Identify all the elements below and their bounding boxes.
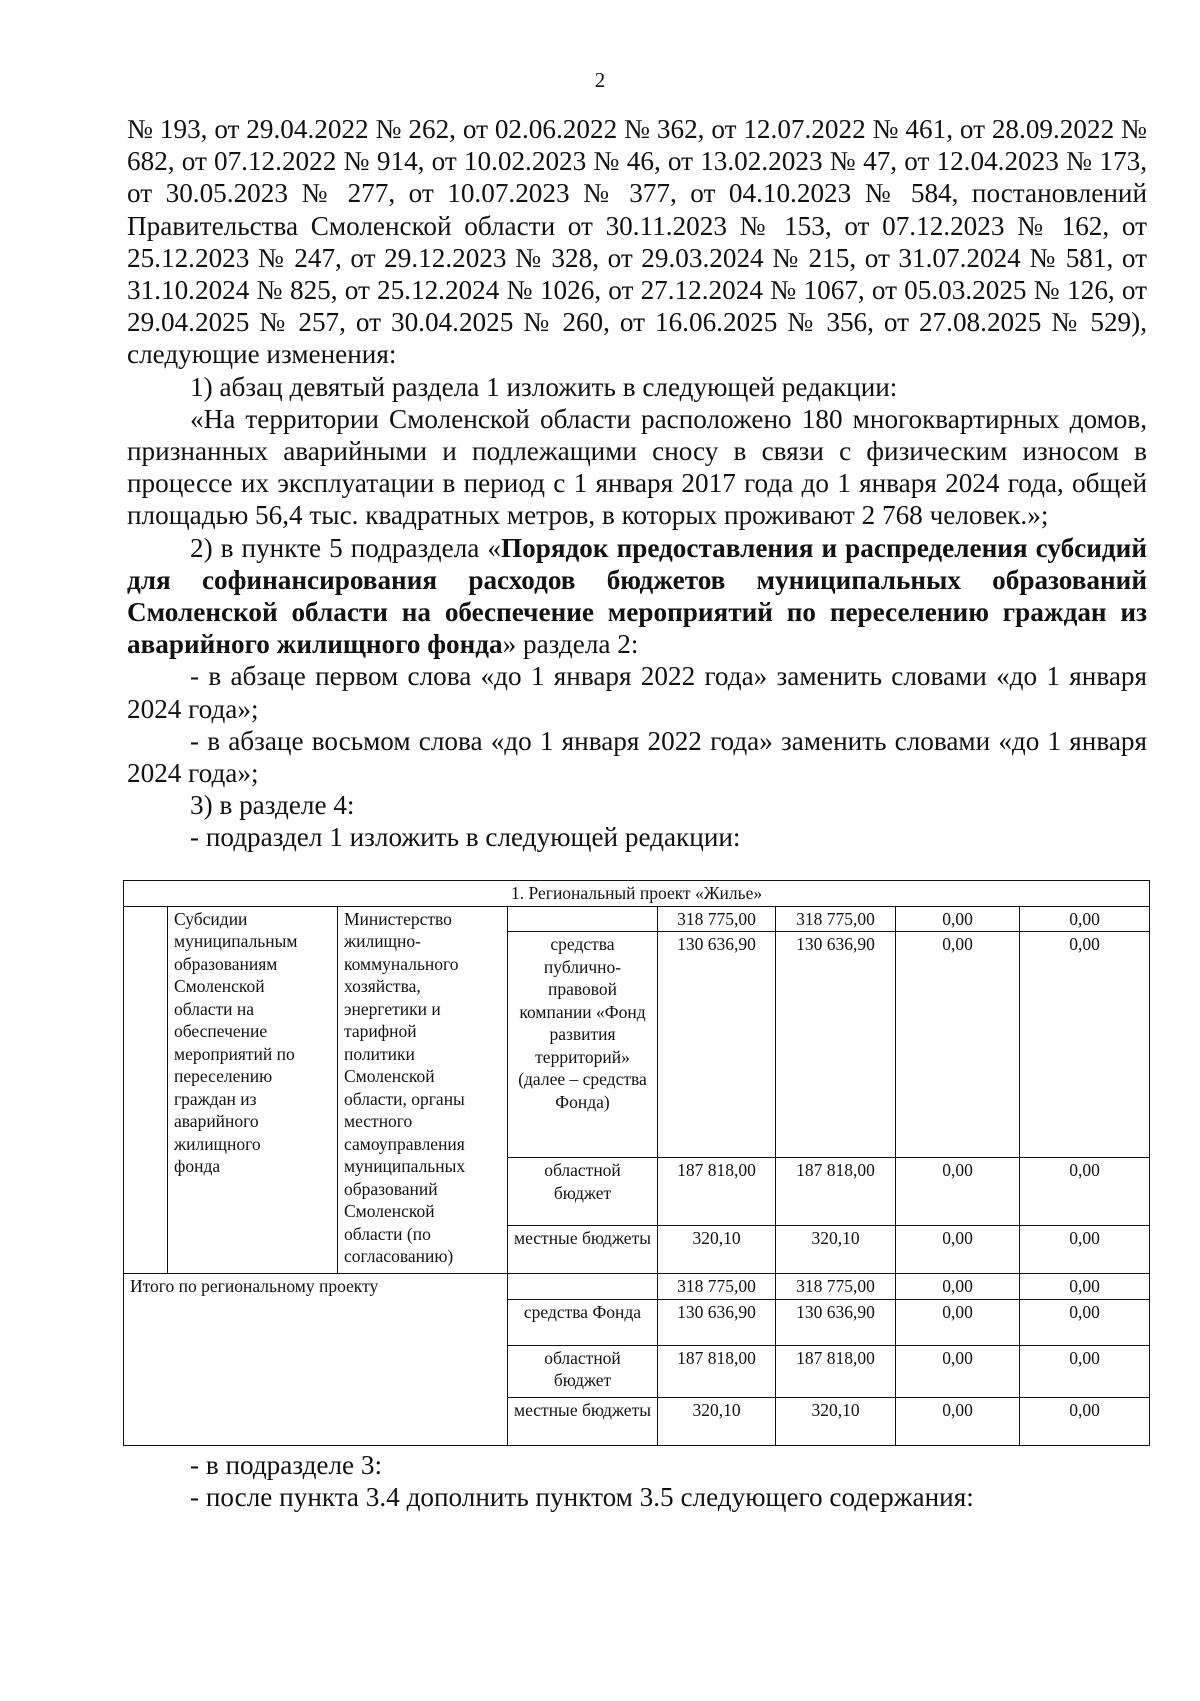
paragraph-item-1: 1) абзац девятый раздела 1 изложить в следующей редакции: bbox=[190, 371, 898, 402]
value-total: 130 636,90 bbox=[658, 1299, 776, 1345]
ministry-description: Министерство жилищно- коммунального хозяйства, энергетики и тарифной политики Смоленской области, органы местного самоуправления муниципальных образований Смоленской области (по согласованию) bbox=[338, 906, 508, 1274]
item-2-start: 2) в пункте 5 подраздела « bbox=[190, 532, 501, 563]
source-cell: средства публично-правовой компании «Фонд развития территорий» (далее – средства Фонда) bbox=[508, 932, 658, 1158]
value-total: 320,10 bbox=[658, 1397, 776, 1445]
value-year-3: 0,00 bbox=[1020, 1158, 1150, 1226]
item-2-end: » раздела 2: bbox=[502, 629, 639, 660]
value-year-2: 0,00 bbox=[896, 932, 1020, 1158]
source-cell bbox=[508, 906, 658, 932]
value-year-2: 0,00 bbox=[896, 1299, 1020, 1345]
value-year-2: 0,00 bbox=[896, 1397, 1020, 1445]
source-cell: местные бюджеты bbox=[508, 1397, 658, 1445]
value-year-3: 0,00 bbox=[1020, 1345, 1150, 1397]
after-table-text bbox=[127, 1449, 1147, 1513]
paragraph-add-item-3-5: - после пункта 3.4 дополнить пунктом 3.5 следующего содержания: bbox=[190, 1482, 974, 1513]
paragraph-first-abzac: - в абзаце первом слова «до 1 января 2022 года» заменить словами «до 1 января 2024 года»; bbox=[127, 661, 1147, 724]
paragraph-item-3: 3) в разделе 4: bbox=[190, 790, 355, 821]
value-total: 187 818,00 bbox=[658, 1345, 776, 1397]
document-body bbox=[127, 113, 1147, 854]
table-number-cell bbox=[124, 906, 168, 1274]
budget-table bbox=[123, 880, 1150, 1446]
value-year-2: 0,00 bbox=[896, 1345, 1020, 1397]
value-total: 318 775,00 bbox=[658, 1274, 776, 1300]
value-year-3: 0,00 bbox=[1020, 906, 1150, 932]
value-year-1: 318 775,00 bbox=[776, 1274, 896, 1300]
value-year-2: 0,00 bbox=[896, 906, 1020, 932]
source-cell bbox=[508, 1274, 658, 1300]
value-year-3: 0,00 bbox=[1020, 932, 1150, 1158]
item-2-bold-title: Порядок предоставления и распределения субсидий для софинансирования расходов бюджетов муниципальных образований Смоленской области на обеспечение мероприятий по переселению граждан из аварийного жилищного фонда bbox=[127, 532, 1147, 660]
paragraph-amendments-list: № 193, от 29.04.2022 № 262, от 02.06.2022 № 362, от 12.07.2022 № 461, от 28.09.2022 № 682, от 07.12.2022 № 914, от 10.02.2023 № 46, от 13.02.2023 № 47, от 12.04.2023 № 173, от 30.05.2023 № 277, от 10.07.2023 № 377, от 04.10.2023 № 584, постановлений Правительства Смоленской области от 30.11.2023 № 153, от 07.12.2023 № 162, от 25.12.2023 № 247, от 29.12.2023 № 328, от 29.03.2024 № 215, от 31.07.2024 № 581, от 31.10.2024 № 825, от 25.12.2024 № 1026, от 27.12.2024 № 1067, от 05.03.2025 № 126, от 29.04.2025 № 257, от 30.04.2025 № 260, от 16.06.2025 № 356, от 27.08.2025 № 529), следующие изменения: bbox=[127, 114, 1147, 370]
subsidy-description: Субсидии муниципальным образованиям Смоленской области на обеспечение мероприятий по переселению граждан из аварийного жилищного фонда bbox=[168, 906, 338, 1274]
value-year-1: 187 818,00 bbox=[776, 1158, 896, 1226]
paragraph-quote: «На территории Смоленской области расположено 180 многоквартирных домов, признанных аварийными и подлежащими сносу в связи с физическим износом в процессе их эксплуатации в период с 1 января 2017 года до 1 января 2024 года, общей площадью 56,4 тыс. квадратных метров, в которых проживают 2 768 человек.»; bbox=[127, 403, 1147, 531]
source-cell: областной бюджет bbox=[508, 1345, 658, 1397]
value-year-3: 0,00 bbox=[1020, 1226, 1150, 1274]
page-number: 2 bbox=[594, 68, 606, 92]
value-total: 320,10 bbox=[658, 1226, 776, 1274]
value-year-2: 0,00 bbox=[896, 1158, 1020, 1226]
paragraph-item-2 bbox=[127, 532, 1147, 661]
table-title: 1. Региональный проект «Жилье» bbox=[124, 881, 1150, 907]
value-total: 130 636,90 bbox=[658, 932, 776, 1158]
source-cell: областной бюджет bbox=[508, 1158, 658, 1226]
source-cell: средства Фонда bbox=[508, 1299, 658, 1345]
source-cell: местные бюджеты bbox=[508, 1226, 658, 1274]
value-year-1: 130 636,90 bbox=[776, 932, 896, 1158]
value-year-1: 187 818,00 bbox=[776, 1345, 896, 1397]
value-year-1: 320,10 bbox=[776, 1226, 896, 1274]
total-label: Итого по региональному проекту bbox=[124, 1274, 508, 1446]
paragraph-subsection-3: - в подразделе 3: bbox=[190, 1450, 383, 1480]
value-year-2: 0,00 bbox=[896, 1226, 1020, 1274]
value-total: 318 775,00 bbox=[658, 906, 776, 932]
value-year-3: 0,00 bbox=[1020, 1299, 1150, 1345]
value-year-3: 0,00 bbox=[1020, 1274, 1150, 1300]
value-year-1: 318 775,00 bbox=[776, 906, 896, 932]
value-year-1: 130 636,90 bbox=[776, 1299, 896, 1345]
value-year-2: 0,00 bbox=[896, 1274, 1020, 1300]
paragraph-subsection-1: - подраздел 1 изложить в следующей редакции: bbox=[190, 822, 741, 853]
value-total: 187 818,00 bbox=[658, 1158, 776, 1226]
value-year-3: 0,00 bbox=[1020, 1397, 1150, 1445]
value-year-1: 320,10 bbox=[776, 1397, 896, 1445]
paragraph-eighth-abzac: - в абзаце восьмом слова «до 1 января 2022 года» заменить словами «до 1 января 2024 года»; bbox=[127, 725, 1147, 789]
